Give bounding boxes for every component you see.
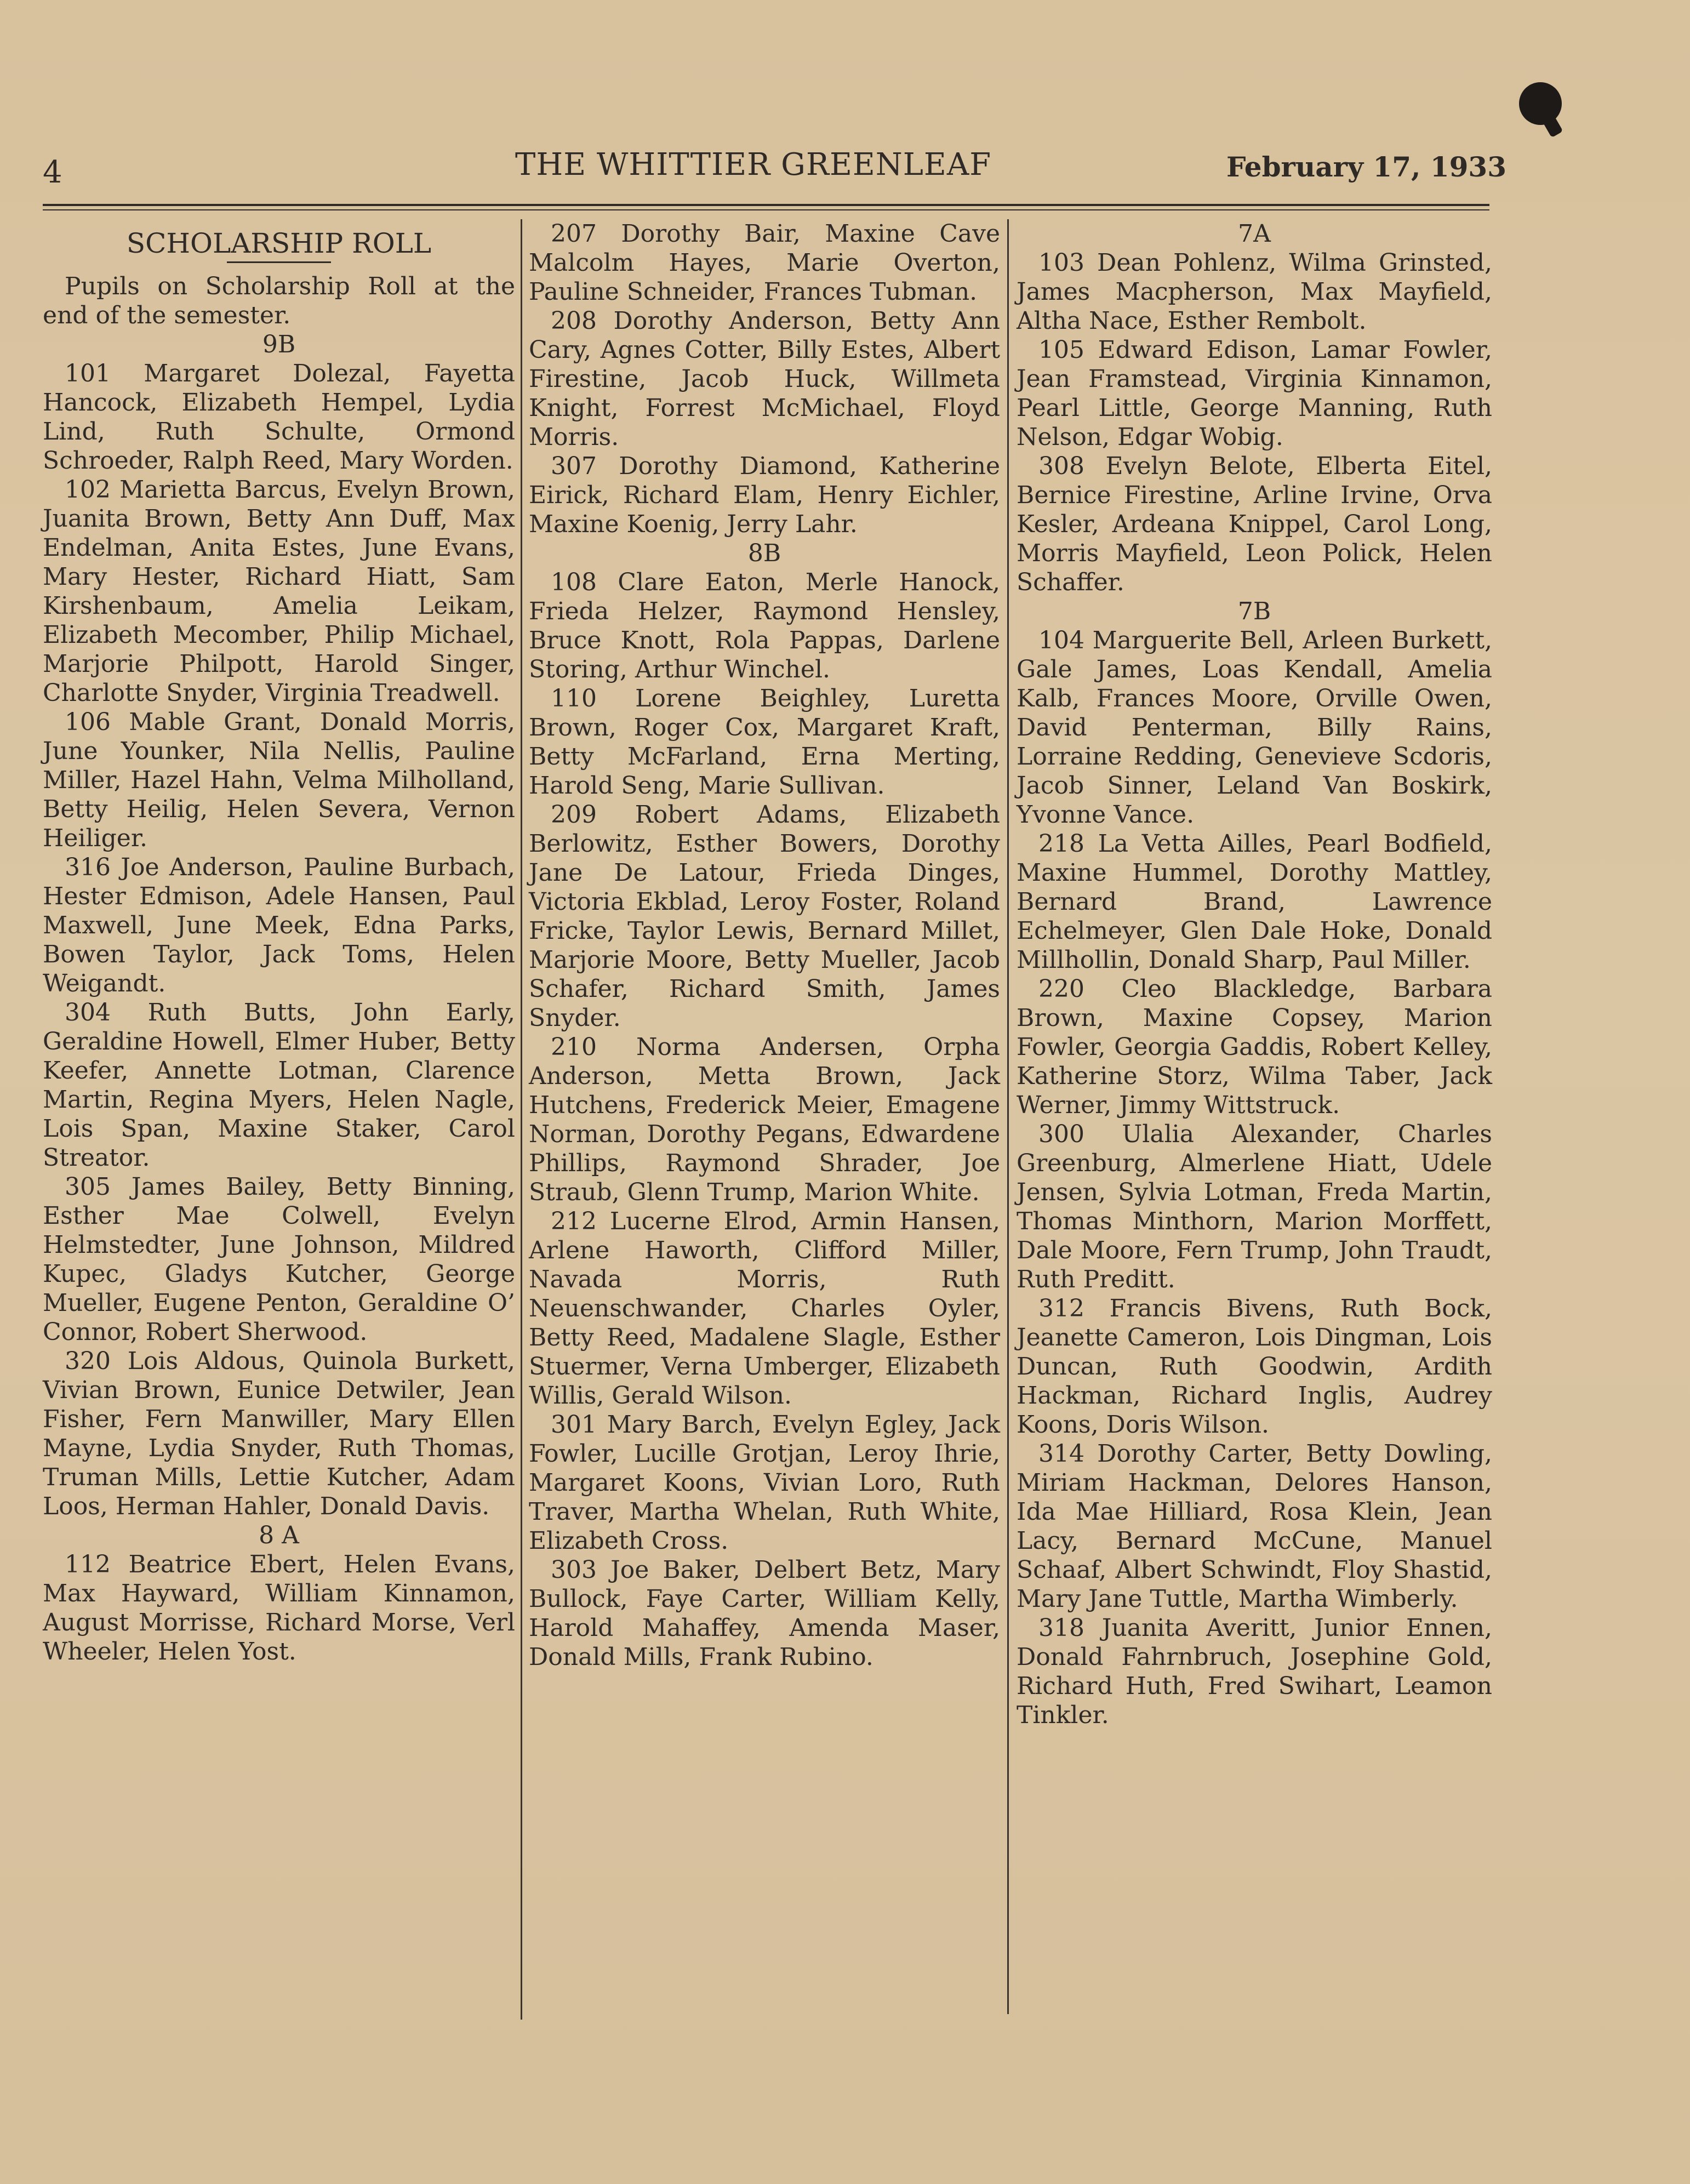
masthead-rule-thin: [43, 209, 1489, 210]
issue-date: February 17, 1933: [1226, 151, 1506, 183]
grade-heading: 9B: [262, 330, 296, 358]
room-entry: 108 Clare Eaton, Merle Hanock, Frieda Helzer, Raymond Hensley, Bruce Knott, Rola Pappas, Darlene Storing, Arthur Winchel.: [529, 568, 1000, 683]
room-entry: 301 Mary Barch, Evelyn Egley, Jack Fowler, Lucille Grotjan, Leroy Ihrie, Margaret Koons, Vivian Loro, Ruth Traver, Martha Whelan, Ruth White, Elizabeth Cross.: [529, 1411, 1000, 1555]
paper-title: THE WHITTIER GREENLEAF: [515, 147, 992, 183]
column-1: [43, 219, 515, 1666]
room-entry: 308 Evelyn Belote, Elberta Eitel, Bernice Firestine, Arline Irvine, Orva Kesler, Ardeana Knippel, Carol Long, Morris Mayfield, Leon Polick, Helen Schaffer.: [1017, 452, 1492, 596]
grade-heading: 8 A: [259, 1521, 299, 1549]
room-entry: 207 Dorothy Bair, Maxine Cave Malcolm Hayes, Marie Overton, Pauline Schneider, Frances Tubman.: [529, 220, 1000, 306]
room-entry: 318 Juanita Averitt, Junior Ennen, Donald Fahrnbruch, Josephine Gold, Richard Huth, Fred Swihart, Leamon Tinkler.: [1017, 1614, 1492, 1729]
room-entry: 209 Robert Adams, Elizabeth Berlowitz, Esther Bowers, Dorothy Jane De Latour, Frieda Dinges, Victoria Ekblad, Leroy Foster, Roland Fricke, Taylor Lewis, Bernard Millet, Marjorie Moore, Betty Mueller, Jacob Schafer, Richard Smith, James Snyder.: [529, 801, 1000, 1032]
article-heading: SCHOLARSHIP ROLL: [126, 227, 432, 259]
room-entry: 218 La Vetta Ailles, Pearl Bodfield, Maxine Hummel, Dorothy Mattley, Bernard Brand, Lawrence Echelmeyer, Glen Dale Hoke, Donald Millhollin, Donald Sharp, Paul Miller.: [1017, 830, 1492, 974]
room-entry: 320 Lois Aldous, Quinola Burkett, Vivian Brown, Eunice Detwiler, Jean Fisher, Fern Manwiller, Mary Ellen Mayne, Lydia Snyder, Ruth Thomas, Truman Mills, Lettie Kutcher, Adam Loos, Herman Hahler, Donald Davis.: [43, 1347, 515, 1520]
room-entry: 112 Beatrice Ebert, Helen Evans, Max Hayward, William Kinnamon, August Morrisse, Richard Morse, Verl Wheeler, Helen Yost.: [43, 1550, 515, 1666]
heading-rule: [227, 261, 331, 263]
room-entry: 210 Norma Andersen, Orpha Anderson, Metta Brown, Jack Hutchens, Frederick Meier, Emagene Norman, Dorothy Pegans, Edwardene Phillips, Raymond Shrader, Joe Straub, Glenn Trump, Marion White.: [529, 1033, 1000, 1206]
room-entry: 110 Lorene Beighley, Luretta Brown, Roger Cox, Margaret Kraft, Betty McFarland, Erna Merting, Harold Seng, Marie Sullivan.: [529, 685, 1000, 800]
page-number: 4: [43, 155, 62, 190]
column-divider: [521, 219, 522, 2020]
column-divider: [1007, 219, 1009, 2014]
punch-hole-tail: [1541, 112, 1563, 138]
room-entry: 220 Cleo Blackledge, Barbara Brown, Maxine Copsey, Marion Fowler, Georgia Gaddis, Robert Kelley, Katherine Storz, Wilma Taber, Jack Werner, Jimmy Wittstruck.: [1017, 975, 1492, 1119]
room-entry: 104 Marguerite Bell, Arleen Burkett, Gale James, Loas Kendall, Amelia Kalb, Frances Moore, Orville Owen, David Penterman, Billy Rains, Lorraine Redding, Genevieve Scdoris, Jacob Sinner, Leland Van Boskirk, Yvonne Vance.: [1017, 626, 1492, 829]
grade-heading: 8B: [747, 539, 781, 567]
room-entry: 103 Dean Pohlenz, Wilma Grinsted, James Macpherson, Max Mayfield, Altha Nace, Esther Rembolt.: [1017, 249, 1492, 335]
room-entry: 316 Joe Anderson, Pauline Burbach, Hester Edmison, Adele Hansen, Paul Maxwell, June Meek, Edna Parks, Bowen Taylor, Jack Toms, Helen Weigandt.: [43, 853, 515, 997]
room-entry: 102 Marietta Barcus, Evelyn Brown, Juanita Brown, Betty Ann Duff, Max Endelman, Anita Estes, June Evans, Mary Hester, Richard Hiatt, Sam Kirshenbaum, Amelia Leikam, Elizabeth Mecomber, Philip Michael, Marjorie Philpott, Harold Singer, Charlotte Snyder, Virginia Treadwell.: [43, 476, 515, 707]
room-entry: 105 Edward Edison, Lamar Fowler, Jean Framstead, Virginia Kinnamon, Pearl Little, George Manning, Ruth Nelson, Edgar Wobig.: [1017, 336, 1492, 451]
masthead-rule: [43, 204, 1489, 206]
room-entry: 101 Margaret Dolezal, Fayetta Hancock, Elizabeth Hempel, Lydia Lind, Ruth Schulte, Ormond Schroeder, Ralph Reed, Mary Worden.: [43, 360, 515, 475]
column-3: [1017, 219, 1492, 1730]
article-intro: Pupils on Scholarship Roll at the end of the semester.: [43, 272, 515, 329]
column-2: [529, 219, 1000, 1672]
room-entry: 304 Ruth Butts, John Early, Geraldine Howell, Elmer Huber, Betty Keefer, Annette Lotman, Clarence Martin, Regina Myers, Helen Nagle, Lois Span, Maxine Staker, Carol Streator.: [43, 999, 515, 1172]
room-entry: 307 Dorothy Diamond, Katherine Eirick, Richard Elam, Henry Eichler, Maxine Koenig, Jerry Lahr.: [529, 452, 1000, 538]
room-entry: 303 Joe Baker, Delbert Betz, Mary Bullock, Faye Carter, William Kelly, Harold Mahaffey, Amenda Maser, Donald Mills, Frank Rubino.: [529, 1556, 1000, 1671]
room-entry: 314 Dorothy Carter, Betty Dowling, Miriam Hackman, Delores Hanson, Ida Mae Hilliard, Rosa Klein, Jean Lacy, Bernard McCune, Manuel Schaaf, Albert Schwindt, Floy Shastid, Mary Jane Tuttle, Martha Wimberly.: [1017, 1440, 1492, 1613]
grade-heading: 7B: [1237, 597, 1271, 625]
room-entry: 300 Ulalia Alexander, Charles Greenburg, Almerlene Hiatt, Udele Jensen, Sylvia Lotman, Freda Martin, Thomas Minthorn, Marion Morffett, Dale Moore, Fern Trump, John Traudt, Ruth Preditt.: [1017, 1120, 1492, 1293]
room-entry: 212 Lucerne Elrod, Armin Hansen, Arlene Haworth, Clifford Miller, Navada Morris, Ruth Neuenschwander, Charles Oyler, Betty Reed, Madalene Slagle, Esther Stuermer, Verna Umberger, Elizabeth Willis, Gerald Wilson.: [529, 1207, 1000, 1410]
room-entry: 312 Francis Bivens, Ruth Bock, Jeanette Cameron, Lois Dingman, Lois Duncan, Ruth Goodwin, Ardith Hackman, Richard Inglis, Audrey Koons, Doris Wilson.: [1017, 1295, 1492, 1439]
room-entry: 106 Mable Grant, Donald Morris, June Younker, Nila Nellis, Pauline Miller, Hazel Hahn, Velma Milholland, Betty Heilig, Helen Severa, Vernon Heiliger.: [43, 708, 515, 852]
grade-heading: 7A: [1238, 220, 1271, 248]
room-entry: 208 Dorothy Anderson, Betty Ann Cary, Agnes Cotter, Billy Estes, Albert Firestine, Jacob Huck, Willmeta Knight, Forrest McMichael, Floyd Morris.: [529, 307, 1000, 451]
room-entry: 305 James Bailey, Betty Binning, Esther Mae Colwell, Evelyn Helmstedter, June Johnson, Mildred Kupec, Gladys Kutcher, George Mueller, Eugene Penton, Geraldine O’ Connor, Robert Sherwood.: [43, 1173, 515, 1346]
